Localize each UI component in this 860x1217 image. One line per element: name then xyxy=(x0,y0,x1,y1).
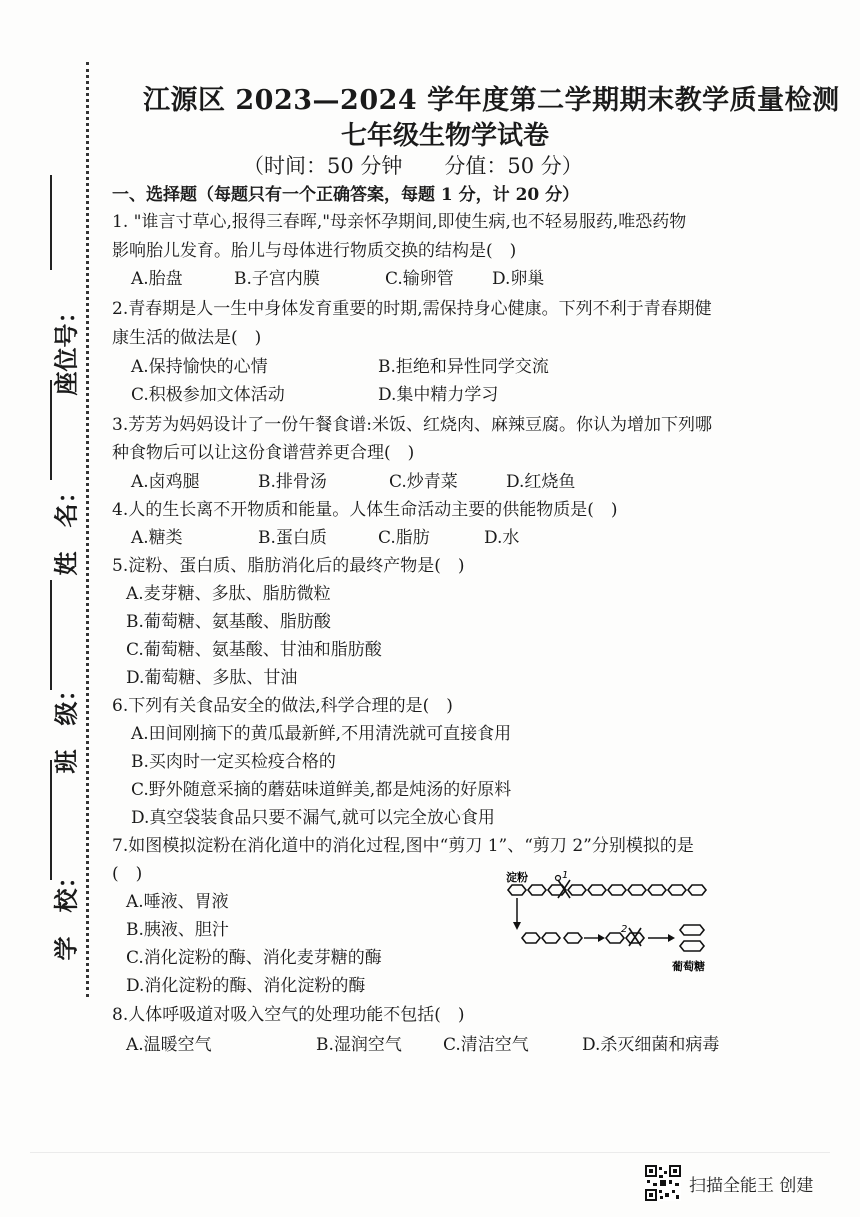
q5-option-a: A.麦芽糖、多肽、脂肪微粒 xyxy=(126,584,331,604)
q2-option-b: B.拒绝和异性同学交流 xyxy=(378,357,549,377)
right-arrow-2-head xyxy=(668,934,675,942)
glucose-units xyxy=(680,925,704,951)
scissor-1-label: 1 xyxy=(562,870,569,881)
q5-option-d: D.葡萄糖、多肽、甘油 xyxy=(126,668,298,688)
q3-option-b: B.排骨汤 xyxy=(258,472,327,492)
glucose-label: 葡萄糖 xyxy=(672,960,705,973)
scissor-2-label: 2 xyxy=(621,924,628,935)
class-underline xyxy=(50,580,52,690)
q3-stem-line1: 3.芳芳为妈妈设计了一份午餐食谱:米饭、红烧肉、麻辣豆腐。你认为增加下列哪 xyxy=(112,415,712,435)
q3-option-d: D.红烧鱼 xyxy=(506,472,576,492)
q6-option-c: C.野外随意采摘的蘑菇味道鲜美,都是炖汤的好原料 xyxy=(131,780,512,800)
seat-underline xyxy=(50,175,52,270)
q3-stem-line2: 种食物后可以让这份食谱营养更合理( ) xyxy=(112,443,415,463)
binding-dotted-line xyxy=(86,62,89,997)
q2-option-d: D.集中精力学习 xyxy=(378,385,499,405)
q1-option-b: B.子宫内膜 xyxy=(234,269,320,289)
q6-option-b: B.买肉时一定买检疫合格的 xyxy=(131,752,336,772)
q1-option-d: D.卵巢 xyxy=(492,269,545,289)
q2-stem-line1: 2.青春期是人一生中身体发育重要的时期,需保持身心健康。下列不利于青春期健 xyxy=(112,299,712,319)
q5-option-c: C.葡萄糖、氨基酸、甘油和脂肪酸 xyxy=(126,640,382,660)
q8-option-c: C.清洁空气 xyxy=(443,1035,529,1055)
class-label: 班 级： xyxy=(51,677,81,774)
q4-option-d: D.水 xyxy=(484,528,520,548)
q8-option-a: A.温暖空气 xyxy=(126,1035,212,1055)
exam-title: 江源区 2023—2024 学年度第二学期期末教学质量检测 xyxy=(143,85,840,116)
q2-stem-line2: 康生活的做法是( ) xyxy=(112,328,262,348)
q5-option-b: B.葡萄糖、氨基酸、脂肪酸 xyxy=(126,612,331,632)
scanner-watermark-text: 扫描全能王 创建 xyxy=(689,1175,814,1196)
starch-digestion-diagram xyxy=(504,868,724,978)
starch-label: 淀粉 xyxy=(506,871,528,884)
q4-option-a: A.糖类 xyxy=(131,528,183,548)
exam-meta: （时间：50 分钟 分值：50 分） xyxy=(243,154,583,178)
right-arrow-1-head xyxy=(598,934,605,942)
q1-stem-line1: 1. "谁言寸草心,报得三春晖,"母亲怀孕期间,即使生病,也不轻易服药,唯恐药物 xyxy=(112,212,687,232)
down-arrow-head xyxy=(513,922,521,930)
q6-stem-line1: 6.下列有关食品安全的做法,科学合理的是( ) xyxy=(112,696,453,716)
q6-option-d: D.真空袋装食品只要不漏气,就可以完全放心食用 xyxy=(131,808,495,828)
page-divider xyxy=(30,1152,830,1153)
seat-label: 座位号： xyxy=(51,299,81,396)
q1-stem-line2: 影响胎儿发育。胎儿与母体进行物质交换的结构是( ) xyxy=(112,241,517,261)
school-label: 学 校： xyxy=(51,864,81,961)
q4-option-b: B.蛋白质 xyxy=(258,528,327,548)
school-underline xyxy=(50,760,52,880)
q5-stem-line1: 5.淀粉、蛋白质、脂肪消化后的最终产物是( ) xyxy=(112,556,465,576)
q7-stem-line2: ( ) xyxy=(112,864,143,884)
q2-option-a: A.保持愉快的心情 xyxy=(131,357,268,377)
scanner-watermark xyxy=(645,1163,813,1203)
q7-option-b: B.胰液、胆汁 xyxy=(126,920,229,940)
q4-stem-line1: 4.人的生长离不开物质和能量。人体生命活动主要的供能物质是( ) xyxy=(112,500,618,520)
q4-option-c: C.脂肪 xyxy=(378,528,430,548)
starch-chain xyxy=(508,885,706,895)
q7-option-d: D.消化淀粉的酶、消化淀粉的酶 xyxy=(126,976,366,996)
q7-option-c: C.消化淀粉的酶、消化麦芽糖的酶 xyxy=(126,948,382,968)
name-label: 姓 名： xyxy=(51,479,81,576)
q8-option-b: B.湿润空气 xyxy=(316,1035,402,1055)
qr-code-icon xyxy=(645,1165,681,1201)
q7-option-a: A.唾液、胃液 xyxy=(126,892,229,912)
q3-option-a: A.卤鸡腿 xyxy=(131,472,200,492)
section-heading: 一、选择题（每题只有一个正确答案，每题 1 分，计 20 分） xyxy=(112,185,580,205)
name-underline xyxy=(50,380,52,480)
q7-stem-line1: 7.如图模拟淀粉在消化道中的消化过程,图中“剪刀 1”、“剪刀 2”分别模拟的是 xyxy=(112,836,694,856)
q3-option-c: C.炒青菜 xyxy=(389,472,458,492)
exam-subtitle: 七年级生物学试卷 xyxy=(340,121,549,151)
q8-option-d: D.杀灭细菌和病毒 xyxy=(582,1035,720,1055)
q8-stem-line1: 8.人体呼吸道对吸入空气的处理功能不包括( ) xyxy=(112,1005,465,1025)
q2-option-c: C.积极参加文体活动 xyxy=(131,385,285,405)
q6-option-a: A.田间刚摘下的黄瓜最新鲜,不用清洗就可直接食用 xyxy=(131,724,512,744)
q1-option-c: C.输卵管 xyxy=(385,269,454,289)
q1-option-a: A.胎盘 xyxy=(131,269,183,289)
